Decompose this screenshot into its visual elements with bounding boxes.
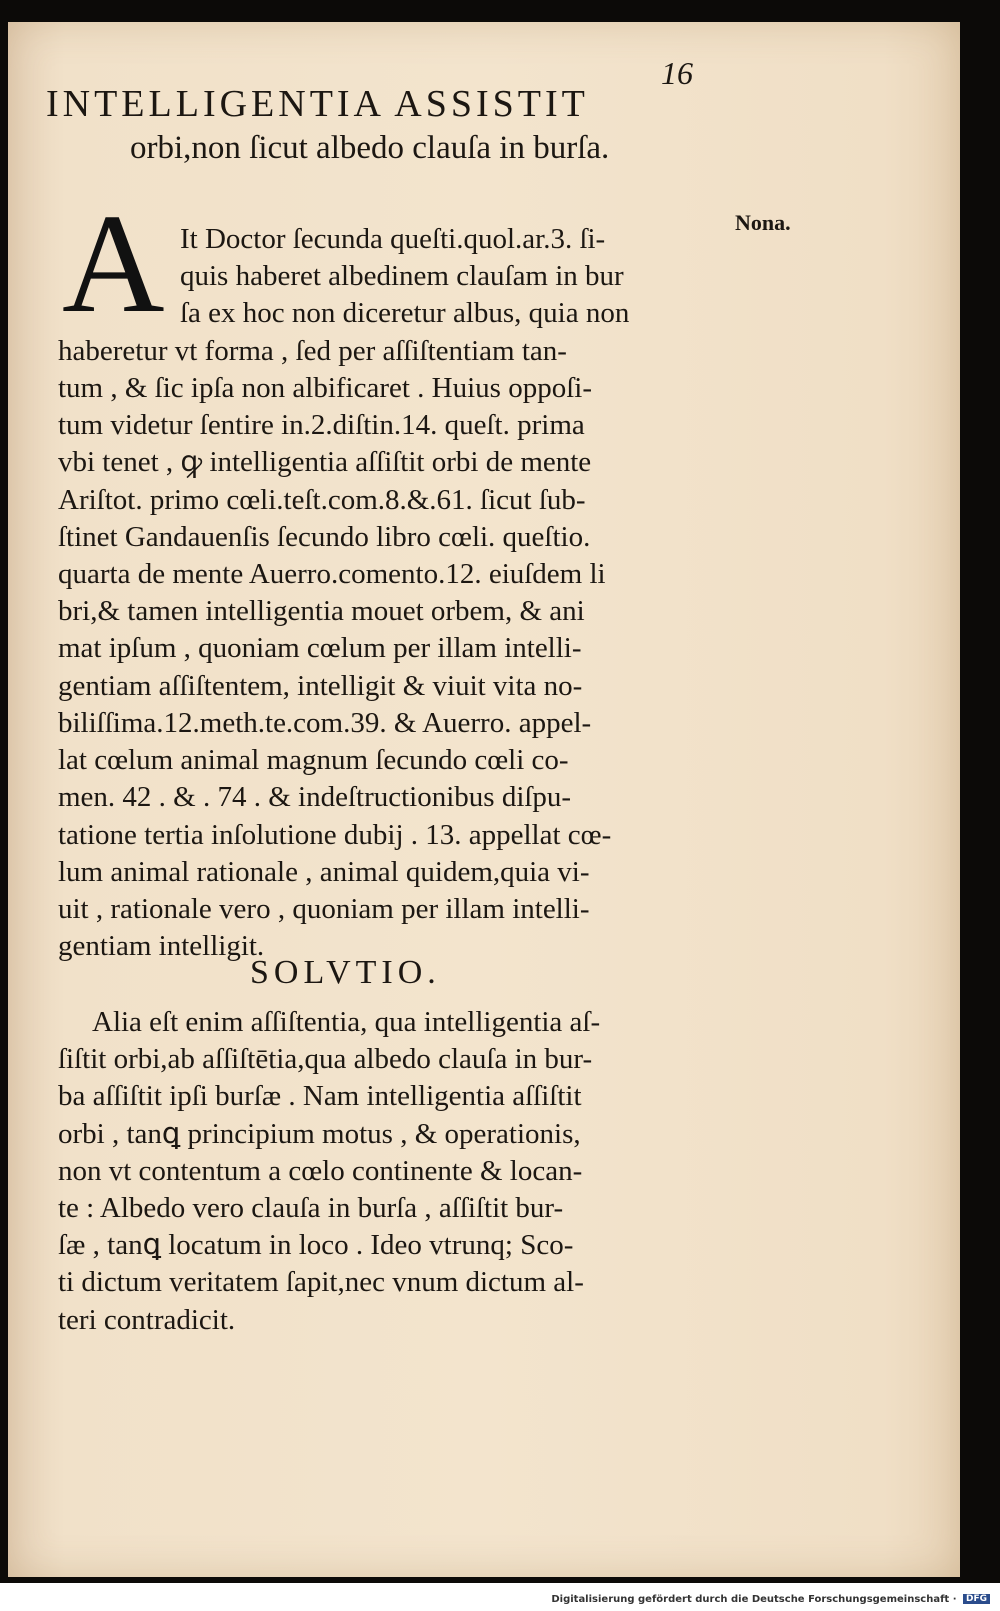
text-line: ti dictum veritatem ſapit,nec vnum dictum al- — [58, 1266, 584, 1298]
text-line: tatione tertia inſolutione dubij . 13. appellat cœ- — [58, 819, 612, 851]
section-title: SOLVTIO. — [250, 954, 441, 991]
text-line: ſæ , tanꝗ locatum in loco . Ideo vtrunq; Sco- — [58, 1229, 574, 1261]
text-line: ſtinet Gandauenſis ſecundo libro cœli. queſtio. — [58, 521, 591, 553]
chapter-heading: INTELLIGENTIA ASSISTIT — [46, 83, 589, 125]
text-line: lum animal rationale , animal quidem,quia vi- — [58, 856, 590, 888]
drop-cap: A — [62, 184, 165, 342]
dfg-logo: DFG — [963, 1594, 990, 1604]
chapter-subheading: orbi,non ſicut albedo clauſa in burſa. — [130, 130, 610, 166]
page-number: 16 — [661, 55, 693, 91]
digitization-credit: Digitalisierung gefördert durch die Deutsche Forschungsgemeinschaft · DFG — [551, 1594, 990, 1605]
text-line: It Doctor ſecunda queſti.quol.ar.3. ſi- — [180, 223, 606, 255]
text-line: Alia eſt enim aſſiſtentia, qua intelligentia aſ- — [92, 1006, 601, 1038]
text-line: non vt contentum a cœlo continente & locan- — [58, 1155, 583, 1187]
credit-text: Digitalisierung gefördert durch die Deutsche Forschungsgemeinschaft — [551, 1594, 950, 1605]
text-line: tum videtur ſentire in.2.diſtin.14. queſt. prima — [58, 409, 585, 441]
text-line: uit , rationale vero , quoniam per illam intelli- — [58, 893, 590, 925]
text-line: bri,& tamen intelligentia mouet orbem, & ani — [58, 595, 585, 627]
margin-note: Nona. — [735, 210, 791, 235]
text-line: haberetur vt forma , ſed per aſſiſtentiam tan- — [58, 335, 567, 367]
text-line: gentiam intelligit. — [58, 930, 265, 962]
text-line: ba aſſiſtit ipſi burſæ . Nam intelligentia aſſiſtit — [58, 1080, 582, 1112]
text-line: teri contradicit. — [58, 1304, 236, 1336]
text-line: men. 42 . & . 74 . & indeſtructionibus diſpu- — [58, 781, 572, 813]
text-line: quis haberet albedinem clauſam in bur — [180, 260, 624, 292]
text-line: tum , & ſic ipſa non albificaret . Huius oppoſi- — [58, 372, 592, 404]
text-line: quarta de mente Auerro.comento.12. eiuſdem li — [58, 558, 606, 590]
text-line: Ariſtot. primo cœli.teſt.com.8.&.61. ſicut ſub- — [58, 484, 586, 516]
text-line: orbi , tanꝗ principium motus , & operationis, — [58, 1118, 581, 1150]
text-line: lat cœlum animal magnum ſecundo cœli co- — [58, 744, 569, 776]
text-line: biliſſima.12.meth.te.com.39. & Auerro. appel- — [58, 707, 592, 739]
text-line: ſa ex hoc non diceretur albus, quia non — [180, 297, 630, 329]
text-line: vbi tenet , ꝙ intelligentia aſſiſtit orbi de mente — [58, 446, 592, 478]
text-line: mat ipſum , quoniam cœlum per illam intelli- — [58, 632, 582, 664]
text-line: ſiſtit orbi,ab aſſiſtētia,qua albedo clauſa in bur- — [58, 1043, 593, 1075]
text-line: gentiam aſſiſtentem, intelligit & viuit vita no- — [58, 670, 583, 702]
text-line: te : Albedo vero clauſa in burſa , aſſiſtit bur- — [58, 1192, 564, 1224]
